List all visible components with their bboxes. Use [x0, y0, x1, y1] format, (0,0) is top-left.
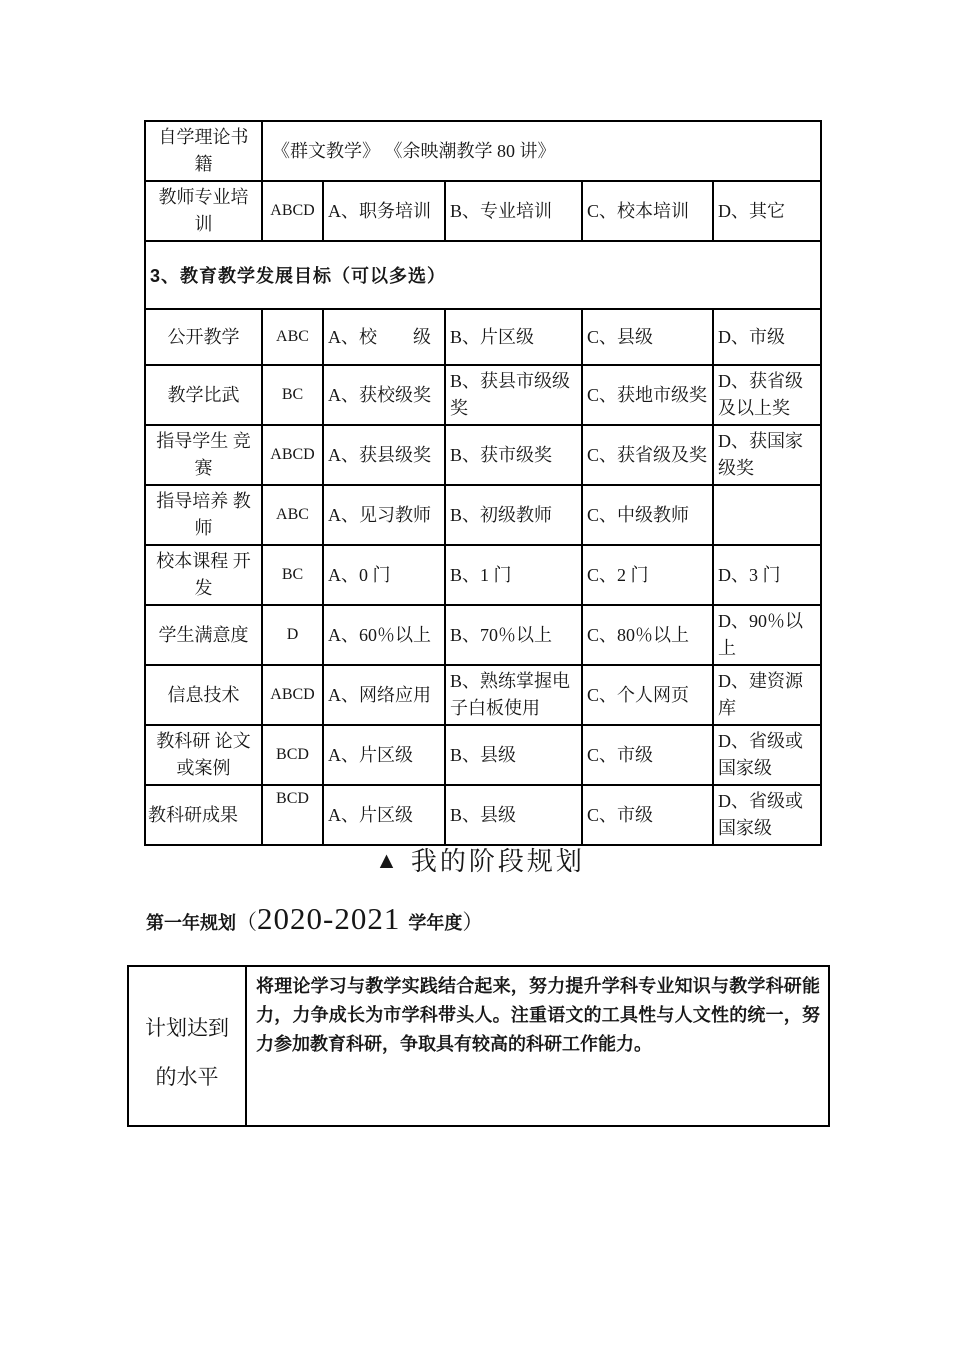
table-row [145, 785, 821, 845]
plan-label: 第一年规划 [146, 913, 236, 933]
option-d: D、获省级及以上奖 [713, 365, 821, 425]
table-row [145, 425, 821, 485]
option-c: C、中级教师 [582, 485, 713, 545]
stage-heading [0, 841, 960, 878]
option-a: A、见习教师 [323, 485, 445, 545]
first-year-plan-heading [146, 901, 483, 937]
row-answer-code: ABCD [262, 665, 323, 725]
option-c: C、获省级及奖 [582, 425, 713, 485]
plan-years: 2020-2021 [257, 901, 401, 936]
option-c: C、县级 [582, 309, 713, 365]
option-d: D、其它 [713, 181, 821, 241]
row-label: 教学比武 [145, 365, 262, 425]
books-value: 《群文教学》 《余映潮教学 80 讲》 [262, 121, 821, 181]
row-label: 学生满意度 [145, 605, 262, 665]
table-row-plan-level [128, 966, 829, 1126]
table-row [145, 485, 821, 545]
option-a: A、片区级 [323, 785, 445, 845]
option-c: C、个人网页 [582, 665, 713, 725]
option-c: C、获地市级奖 [582, 365, 713, 425]
plan-content-text: 将理论学习与教学实践结合起来，努力提升学科专业知识与教学科研能力，力争成长为市学科带头人。注重语文的工具性与人文性的统一，努力参加教育科研，争取具有较高的科研工作能力。 [246, 966, 829, 1126]
section-heading-row [145, 241, 821, 309]
table-row-training [145, 181, 821, 241]
row-answer-code: BC [262, 365, 323, 425]
option-a: A、校 级 [323, 309, 445, 365]
option-b: B、1 门 [445, 545, 582, 605]
option-a: A、60％以上 [323, 605, 445, 665]
table-row [145, 605, 821, 665]
option-c: C、2 门 [582, 545, 713, 605]
option-b: B、县级 [445, 785, 582, 845]
option-b: B、县级 [445, 725, 582, 785]
row-label: 指导学生 竞赛 [145, 425, 262, 485]
option-d: D、3 门 [713, 545, 821, 605]
row-answer-code: ABCD [262, 425, 323, 485]
table-row [145, 365, 821, 425]
option-b: B、专业培训 [445, 181, 582, 241]
triangle-marker-icon: ▲ [375, 848, 398, 873]
option-d: D、建资源库 [713, 665, 821, 725]
row-label: 信息技术 [145, 665, 262, 725]
close-paren: ） [462, 911, 484, 934]
option-d: D、市级 [713, 309, 821, 365]
option-b: B、初级教师 [445, 485, 582, 545]
row-label: 校本课程 开发 [145, 545, 262, 605]
option-d: D、省级或国家级 [713, 725, 821, 785]
option-a: A、0 门 [323, 545, 445, 605]
option-c: C、市级 [582, 785, 713, 845]
row-label: 指导培养 教师 [145, 485, 262, 545]
section-heading: 3、教育教学发展目标（可以多选） [145, 241, 821, 309]
option-d: D、90％以上 [713, 605, 821, 665]
row-label: 教科研成果 [145, 785, 262, 845]
option-b: B、获市级奖 [445, 425, 582, 485]
option-b: B、获县市级级奖 [445, 365, 582, 425]
option-b: B、片区级 [445, 309, 582, 365]
option-d: D、省级或国家级 [713, 785, 821, 845]
option-a: A、职务培训 [323, 181, 445, 241]
plan-label-line1: 计划达到 [145, 1015, 229, 1040]
option-b: B、熟练掌握电子白板使用 [445, 665, 582, 725]
table-row [145, 725, 821, 785]
row-label: 自学理论书籍 [145, 121, 262, 181]
plan-suffix: 学年度 [408, 913, 463, 933]
plan-table [127, 965, 830, 1127]
development-goals-table [144, 120, 822, 846]
option-b: B、70％以上 [445, 605, 582, 665]
option-d: D、获国家级奖 [713, 425, 821, 485]
table-row [145, 545, 821, 605]
open-paren: （ [236, 911, 257, 934]
row-label: 公开教学 [145, 309, 262, 365]
row-answer-code: BCD [262, 725, 323, 785]
option-a: A、网络应用 [323, 665, 445, 725]
option-a: A、获校级奖 [323, 365, 445, 425]
row-answer-code: ABCD [262, 181, 323, 241]
option-d [713, 485, 821, 545]
option-c: C、80％以上 [582, 605, 713, 665]
plan-label-line2: 的水平 [155, 1065, 219, 1089]
option-c: C、校本培训 [582, 181, 713, 241]
row-answer-code: D [262, 605, 323, 665]
row-label: 教师专业培训 [145, 181, 262, 241]
table-row [145, 665, 821, 725]
option-a: A、获县级奖 [323, 425, 445, 485]
plan-row-label [128, 966, 246, 1126]
row-answer-code: BCD [262, 785, 323, 845]
row-answer-code: ABC [262, 485, 323, 545]
stage-heading-text: 我的阶段规划 [410, 847, 585, 876]
row-answer-code: ABC [262, 309, 323, 365]
option-c: C、市级 [582, 725, 713, 785]
table-row-books [145, 121, 821, 181]
row-label: 教科研 论文或案例 [145, 725, 262, 785]
table-row [145, 309, 821, 365]
row-answer-code: BC [262, 545, 323, 605]
option-a: A、片区级 [323, 725, 445, 785]
